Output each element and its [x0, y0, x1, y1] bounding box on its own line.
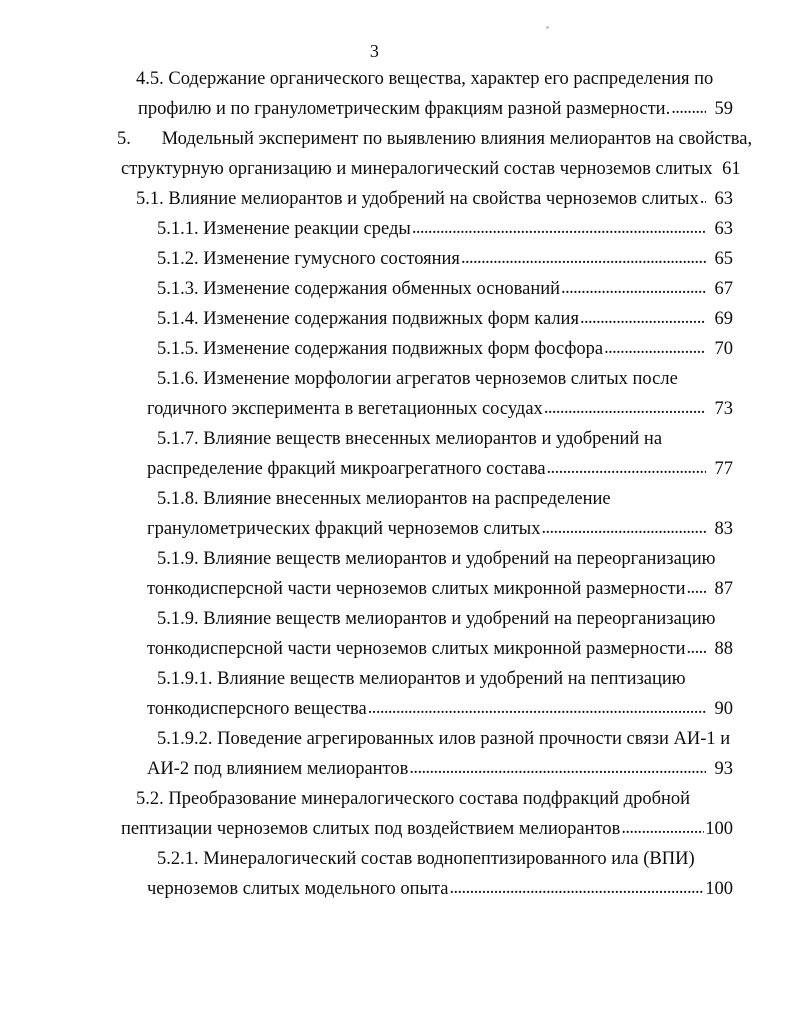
toc-entry-title: Изменение реакции среды: [203, 219, 411, 239]
toc-dot-leader: [687, 573, 706, 603]
toc-entry-title: пептизации черноземов слитых под воздействием мелиорантов: [121, 819, 621, 839]
toc-entry-title: гранулометрических фракций черноземов слитых: [147, 519, 541, 539]
toc-entry-page-number: 65: [714, 249, 733, 269]
toc-dot-leader: [412, 213, 706, 243]
toc-entry[interactable]: [0, 484, 799, 514]
toc-entry[interactable]: [0, 574, 799, 604]
toc-entry-title: тонкодисперсного вещества: [147, 699, 367, 719]
toc-entry[interactable]: [0, 394, 799, 424]
toc-entry[interactable]: [0, 454, 799, 484]
toc-entry-title: Влияние веществ мелиорантов и удобрений на пептизацию: [217, 669, 686, 689]
toc-entry-number: 5.1.9.1.: [157, 669, 213, 689]
toc-entry-page-number: 73: [714, 399, 733, 419]
toc-entry-title: Поведение агрегированных илов разной прочности связи АИ-1 и: [217, 729, 731, 749]
toc-entry-title: структурную организацию и минералогический состав черноземов слитых: [121, 159, 713, 179]
toc-dot-leader: [544, 393, 706, 423]
toc-entry[interactable]: [0, 64, 799, 94]
page-folio-number: [0, 40, 799, 62]
toc-entry-title: Модельный эксперимент по выявлению влияния мелиорантов на свойства,: [161, 129, 753, 149]
toc-entry-number: 5.: [117, 129, 131, 149]
toc-entry-number: 5.1.9.: [157, 549, 199, 569]
toc-entry-number: 5.1.9.: [157, 609, 199, 629]
toc-entry-title: черноземов слитых модельного опыта: [147, 879, 449, 899]
toc-entry-title: Влияние веществ мелиорантов и удобрений на переорганизацию: [203, 549, 716, 569]
toc-entry-number: 5.1.6.: [157, 369, 199, 389]
toc-entry-page-number: 90: [714, 699, 733, 719]
toc-dot-leader: [700, 183, 706, 213]
toc-entry-title: Влияние мелиорантов и удобрений на свойства черноземов слитых: [168, 189, 699, 209]
toc-entry-title: тонкодисперсной части черноземов слитых микронной размерности: [147, 639, 686, 659]
toc-entry-number: 5.1.4.: [157, 309, 199, 329]
toc-entry[interactable]: [0, 124, 799, 154]
toc-dot-leader: [604, 333, 706, 363]
toc-entry-title: Изменение содержания подвижных форм калия: [203, 309, 579, 329]
toc-entry-number: 5.1.8.: [157, 489, 199, 509]
toc-entry[interactable]: [0, 754, 799, 784]
toc-dot-leader: [541, 513, 706, 543]
toc-entry-page-number: 88: [714, 639, 733, 659]
toc-dot-leader: [547, 453, 706, 483]
toc-entry-number: 4.5.: [136, 69, 164, 89]
toc-entry[interactable]: [0, 304, 799, 334]
toc-entry-title: Изменение содержания подвижных форм фосфора: [203, 339, 604, 359]
toc-entry-page-number: 100: [705, 819, 733, 839]
toc-dot-leader: [461, 243, 706, 273]
toc-entry-page-number: 70: [714, 339, 733, 359]
toc-dot-leader: [449, 873, 704, 903]
toc-entry-title: АИ-2 под влиянием мелиорантов: [147, 759, 409, 779]
toc-entry-page-number: 83: [714, 519, 733, 539]
toc-entry[interactable]: [0, 664, 799, 694]
toc-entry-page-number: 61: [722, 159, 741, 179]
toc-dot-leader: [671, 93, 706, 123]
table-of-contents: [0, 64, 799, 904]
toc-entry[interactable]: [0, 544, 799, 574]
toc-dot-leader: [580, 303, 706, 333]
toc-entry[interactable]: [0, 514, 799, 544]
folio-value: 3: [369, 41, 380, 61]
toc-entry[interactable]: [0, 154, 799, 184]
toc-entry-page-number: 69: [714, 309, 733, 329]
toc-entry-title: Изменение гумусного состояния: [203, 249, 460, 269]
toc-entry[interactable]: [0, 184, 799, 214]
toc-entry[interactable]: [0, 724, 799, 754]
toc-dot-leader: [687, 633, 706, 663]
toc-entry-page-number: 63: [714, 219, 733, 239]
toc-entry-title: тонкодисперсной части черноземов слитых микронной размерности: [147, 579, 686, 599]
scan-speck-artifact: [546, 26, 549, 29]
toc-entry-number: 5.1.7.: [157, 429, 199, 449]
toc-entry-page-number: 87: [714, 579, 733, 599]
toc-entry[interactable]: [0, 634, 799, 664]
toc-entry-number: 5.1.5.: [157, 339, 199, 359]
toc-entry-page-number: 100: [705, 879, 733, 899]
toc-entry-number: 5.2.1.: [157, 849, 199, 869]
toc-entry-title: годичного эксперимента в вегетационных сосудах: [147, 399, 543, 419]
toc-entry-number: 5.1.2.: [157, 249, 199, 269]
toc-entry-number: 5.1.1.: [157, 219, 199, 239]
toc-entry[interactable]: [0, 244, 799, 274]
toc-entry-page-number: 77: [714, 459, 733, 479]
toc-entry-page-number: 63: [714, 189, 733, 209]
toc-entry-number: 5.1.: [136, 189, 164, 209]
toc-entry[interactable]: [0, 364, 799, 394]
toc-entry[interactable]: [0, 214, 799, 244]
toc-entry-number: 5.1.3.: [157, 279, 199, 299]
toc-entry-title: распределение фракций микроагрегатного состава: [147, 459, 546, 479]
toc-entry-title: Изменение содержания обменных оснований: [203, 279, 561, 299]
toc-entry-title: Изменение морфологии агрегатов черноземов слитых после: [203, 369, 678, 389]
toc-entry-title: Преобразование минералогического состава подфракций дробной: [168, 789, 691, 809]
toc-dot-leader: [621, 813, 704, 843]
toc-entry[interactable]: [0, 844, 799, 874]
toc-entry-page-number: 59: [714, 99, 733, 119]
toc-entry-number: 5.1.9.2.: [157, 729, 213, 749]
toc-entry[interactable]: [0, 814, 799, 844]
toc-entry-page-number: 67: [714, 279, 733, 299]
toc-entry-title: Минералогический состав воднопептизированного ила (ВПИ): [203, 849, 695, 869]
toc-entry[interactable]: [0, 274, 799, 304]
toc-entry-title: Влияние внесенных мелиорантов на распределение: [203, 489, 611, 509]
toc-dot-leader: [368, 693, 706, 723]
toc-entry[interactable]: [0, 604, 799, 634]
toc-dot-leader: [561, 273, 706, 303]
toc-entry-title: профилю и по гранулометрическим фракциям разной размерности.: [138, 99, 671, 119]
toc-entry-title: Влияние веществ мелиорантов и удобрений на переорганизацию: [203, 609, 716, 629]
toc-entry[interactable]: [0, 424, 799, 454]
toc-entry-title: Влияние веществ внесенных мелиорантов и удобрений на: [203, 429, 663, 449]
toc-entry[interactable]: [0, 694, 799, 724]
toc-entry-number: 5.2.: [136, 789, 164, 809]
toc-entry[interactable]: [0, 874, 799, 904]
toc-entry-title: Содержание органического вещества, характер его распределения по: [168, 69, 714, 89]
toc-entry-page-number: 93: [714, 759, 733, 779]
toc-entry[interactable]: [0, 334, 799, 364]
toc-entry[interactable]: [0, 94, 799, 124]
toc-dot-leader: [409, 753, 706, 783]
toc-entry[interactable]: [0, 784, 799, 814]
